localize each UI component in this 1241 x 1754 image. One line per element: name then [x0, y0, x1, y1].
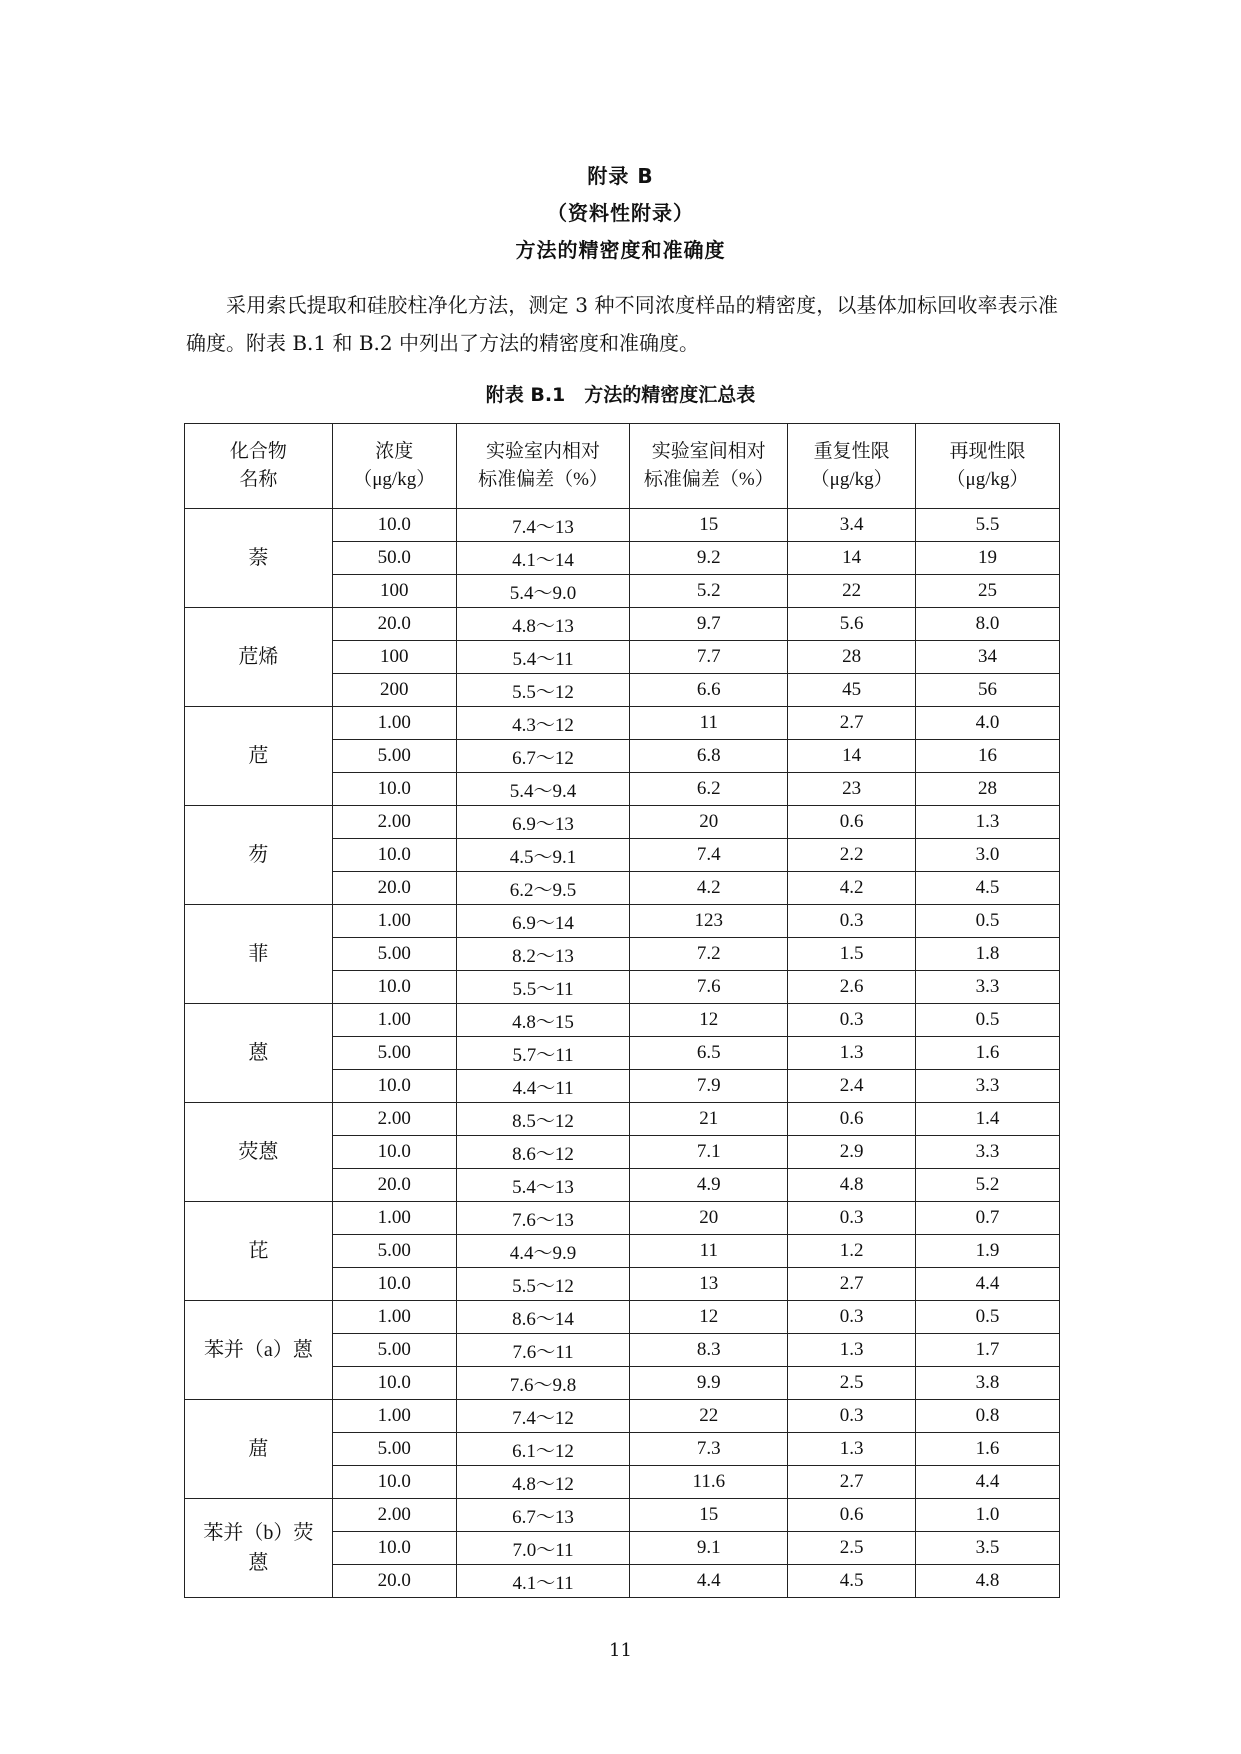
- table-row: [185, 1202, 1060, 1235]
- intra-rsd-cell: 6.7～12: [456, 740, 630, 773]
- repeatability-cell: 0.3: [788, 1400, 916, 1433]
- inter-rsd-cell: 7.3: [630, 1433, 788, 1466]
- concentration-cell: 10.0: [332, 509, 456, 542]
- inter-rsd-cell: 20: [630, 806, 788, 839]
- concentration-cell: 5.00: [332, 1433, 456, 1466]
- inter-rsd-cell: 12: [630, 1301, 788, 1334]
- intra-rsd-cell: 6.9～13: [456, 806, 630, 839]
- reproducibility-cell: 3.3: [916, 1136, 1060, 1169]
- intra-rsd-cell: 5.4～13: [456, 1169, 630, 1202]
- header-intra-lab-rsd: 实验室内相对 标准偏差（%）: [456, 424, 630, 509]
- intra-rsd-cell: 5.4～11: [456, 641, 630, 674]
- intra-rsd-cell: 5.4～9.4: [456, 773, 630, 806]
- compound-name-cell: 萘: [185, 509, 333, 608]
- concentration-cell: 10.0: [332, 1070, 456, 1103]
- repeatability-cell: 0.3: [788, 1301, 916, 1334]
- intra-rsd-cell: 5.5～12: [456, 674, 630, 707]
- repeatability-cell: 0.6: [788, 1499, 916, 1532]
- concentration-cell: 20.0: [332, 608, 456, 641]
- repeatability-cell: 0.3: [788, 905, 916, 938]
- intra-rsd-cell: 4.8～15: [456, 1004, 630, 1037]
- inter-rsd-cell: 9.2: [630, 542, 788, 575]
- intra-rsd-cell: 6.1～12: [456, 1433, 630, 1466]
- concentration-cell: 200: [332, 674, 456, 707]
- compound-name-cell: 苊烯: [185, 608, 333, 707]
- intra-rsd-cell: 7.4～13: [456, 509, 630, 542]
- concentration-cell: 5.00: [332, 938, 456, 971]
- concentration-cell: 10.0: [332, 839, 456, 872]
- intra-rsd-cell: 4.1～11: [456, 1565, 630, 1598]
- table-header-row: [185, 424, 1060, 509]
- inter-rsd-cell: 8.3: [630, 1334, 788, 1367]
- inter-rsd-cell: 6.2: [630, 773, 788, 806]
- concentration-cell: 1.00: [332, 1004, 456, 1037]
- reproducibility-cell: 4.4: [916, 1268, 1060, 1301]
- repeatability-cell: 2.4: [788, 1070, 916, 1103]
- intra-rsd-cell: 4.8～12: [456, 1466, 630, 1499]
- repeatability-cell: 4.5: [788, 1565, 916, 1598]
- reproducibility-cell: 0.5: [916, 905, 1060, 938]
- reproducibility-cell: 5.5: [916, 509, 1060, 542]
- header-concentration: 浓度 （μg/kg）: [332, 424, 456, 509]
- concentration-cell: 10.0: [332, 971, 456, 1004]
- reproducibility-cell: 4.4: [916, 1466, 1060, 1499]
- concentration-cell: 1.00: [332, 905, 456, 938]
- concentration-cell: 10.0: [332, 1466, 456, 1499]
- table-row: [185, 806, 1060, 839]
- table-row: [185, 1301, 1060, 1334]
- inter-rsd-cell: 15: [630, 509, 788, 542]
- inter-rsd-cell: 7.4: [630, 839, 788, 872]
- inter-rsd-cell: 6.6: [630, 674, 788, 707]
- compound-name-cell: 荧蒽: [185, 1103, 333, 1202]
- inter-rsd-cell: 11: [630, 707, 788, 740]
- inter-rsd-cell: 11.6: [630, 1466, 788, 1499]
- inter-rsd-cell: 6.8: [630, 740, 788, 773]
- reproducibility-cell: 4.0: [916, 707, 1060, 740]
- reproducibility-cell: 19: [916, 542, 1060, 575]
- table-row: [185, 509, 1060, 542]
- concentration-cell: 100: [332, 641, 456, 674]
- repeatability-cell: 28: [788, 641, 916, 674]
- table-row: [185, 707, 1060, 740]
- concentration-cell: 100: [332, 575, 456, 608]
- table-row: [185, 905, 1060, 938]
- intra-rsd-cell: 4.4～11: [456, 1070, 630, 1103]
- inter-rsd-cell: 15: [630, 1499, 788, 1532]
- repeatability-cell: 45: [788, 674, 916, 707]
- inter-rsd-cell: 22: [630, 1400, 788, 1433]
- reproducibility-cell: 28: [916, 773, 1060, 806]
- repeatability-cell: 0.3: [788, 1004, 916, 1037]
- precision-table: [184, 423, 1060, 1598]
- concentration-cell: 5.00: [332, 1235, 456, 1268]
- concentration-cell: 1.00: [332, 1202, 456, 1235]
- concentration-cell: 20.0: [332, 1565, 456, 1598]
- repeatability-cell: 1.3: [788, 1433, 916, 1466]
- inter-rsd-cell: 123: [630, 905, 788, 938]
- intra-rsd-cell: 7.6～11: [456, 1334, 630, 1367]
- intra-rsd-cell: 4.8～13: [456, 608, 630, 641]
- concentration-cell: 10.0: [332, 1532, 456, 1565]
- reproducibility-cell: 0.5: [916, 1301, 1060, 1334]
- reproducibility-cell: 1.6: [916, 1037, 1060, 1070]
- appendix-subtitle: （资料性附录）: [547, 201, 694, 225]
- repeatability-cell: 2.5: [788, 1367, 916, 1400]
- repeatability-cell: 0.6: [788, 1103, 916, 1136]
- intra-rsd-cell: 4.1～14: [456, 542, 630, 575]
- inter-rsd-cell: 13: [630, 1268, 788, 1301]
- reproducibility-cell: 0.5: [916, 1004, 1060, 1037]
- intra-rsd-cell: 5.4～9.0: [456, 575, 630, 608]
- reproducibility-cell: 8.0: [916, 608, 1060, 641]
- header-compound-name: 化合物 名称: [185, 424, 333, 509]
- repeatability-cell: 5.6: [788, 608, 916, 641]
- reproducibility-cell: 3.0: [916, 839, 1060, 872]
- repeatability-cell: 1.2: [788, 1235, 916, 1268]
- table-row: [185, 1004, 1060, 1037]
- reproducibility-cell: 4.5: [916, 872, 1060, 905]
- compound-name-cell: 苊: [185, 707, 333, 806]
- compound-name-cell: 菲: [185, 905, 333, 1004]
- repeatability-cell: 22: [788, 575, 916, 608]
- reproducibility-cell: 1.9: [916, 1235, 1060, 1268]
- inter-rsd-cell: 7.9: [630, 1070, 788, 1103]
- header-inter-lab-rsd: 实验室间相对 标准偏差（%）: [630, 424, 788, 509]
- concentration-cell: 2.00: [332, 1103, 456, 1136]
- concentration-cell: 1.00: [332, 1301, 456, 1334]
- repeatability-cell: 2.2: [788, 839, 916, 872]
- reproducibility-cell: 4.8: [916, 1565, 1060, 1598]
- inter-rsd-cell: 5.2: [630, 575, 788, 608]
- concentration-cell: 5.00: [332, 1037, 456, 1070]
- repeatability-cell: 2.9: [788, 1136, 916, 1169]
- page-number: 11: [609, 1640, 632, 1661]
- inter-rsd-cell: 12: [630, 1004, 788, 1037]
- reproducibility-cell: 1.3: [916, 806, 1060, 839]
- concentration-cell: 10.0: [332, 1136, 456, 1169]
- repeatability-cell: 14: [788, 542, 916, 575]
- inter-rsd-cell: 7.1: [630, 1136, 788, 1169]
- intra-rsd-cell: 8.6～14: [456, 1301, 630, 1334]
- concentration-cell: 10.0: [332, 1268, 456, 1301]
- inter-rsd-cell: 9.1: [630, 1532, 788, 1565]
- inter-rsd-cell: 9.9: [630, 1367, 788, 1400]
- concentration-cell: 20.0: [332, 1169, 456, 1202]
- compound-name-cell: 苯并（b）荧 蒽: [185, 1499, 333, 1598]
- table-row: [185, 1499, 1060, 1532]
- concentration-cell: 5.00: [332, 1334, 456, 1367]
- reproducibility-cell: 3.5: [916, 1532, 1060, 1565]
- reproducibility-cell: 0.7: [916, 1202, 1060, 1235]
- intra-rsd-cell: 4.4～9.9: [456, 1235, 630, 1268]
- table-row: [185, 608, 1060, 641]
- appendix-title: 附录 B: [587, 164, 654, 188]
- reproducibility-cell: 3.8: [916, 1367, 1060, 1400]
- compound-name-cell: 芴: [185, 806, 333, 905]
- intra-rsd-cell: 5.7～11: [456, 1037, 630, 1070]
- repeatability-cell: 2.7: [788, 1466, 916, 1499]
- reproducibility-cell: 1.8: [916, 938, 1060, 971]
- intra-rsd-cell: 7.6～13: [456, 1202, 630, 1235]
- repeatability-cell: 1.5: [788, 938, 916, 971]
- intra-rsd-cell: 6.2～9.5: [456, 872, 630, 905]
- table-body: [185, 509, 1060, 1598]
- repeatability-cell: 23: [788, 773, 916, 806]
- header-repeatability-limit: 重复性限 （μg/kg）: [788, 424, 916, 509]
- table-caption: 附表 B.1 方法的精密度汇总表: [485, 384, 756, 406]
- compound-name-cell: 芘: [185, 1202, 333, 1301]
- inter-rsd-cell: 21: [630, 1103, 788, 1136]
- repeatability-cell: 4.8: [788, 1169, 916, 1202]
- reproducibility-cell: 1.6: [916, 1433, 1060, 1466]
- repeatability-cell: 3.4: [788, 509, 916, 542]
- concentration-cell: 2.00: [332, 806, 456, 839]
- intra-rsd-cell: 7.4～12: [456, 1400, 630, 1433]
- intra-rsd-cell: 6.7～13: [456, 1499, 630, 1532]
- repeatability-cell: 2.7: [788, 707, 916, 740]
- inter-rsd-cell: 7.2: [630, 938, 788, 971]
- repeatability-cell: 2.7: [788, 1268, 916, 1301]
- reproducibility-cell: 3.3: [916, 1070, 1060, 1103]
- reproducibility-cell: 3.3: [916, 971, 1060, 1004]
- repeatability-cell: 4.2: [788, 872, 916, 905]
- inter-rsd-cell: 4.4: [630, 1565, 788, 1598]
- intra-rsd-cell: 5.5～11: [456, 971, 630, 1004]
- inter-rsd-cell: 7.6: [630, 971, 788, 1004]
- repeatability-cell: 1.3: [788, 1037, 916, 1070]
- intra-rsd-cell: 7.6～9.8: [456, 1367, 630, 1400]
- intra-rsd-cell: 6.9～14: [456, 905, 630, 938]
- appendix-heading: 方法的精密度和准确度: [515, 238, 726, 262]
- reproducibility-cell: 1.7: [916, 1334, 1060, 1367]
- inter-rsd-cell: 9.7: [630, 608, 788, 641]
- table-row: [185, 1103, 1060, 1136]
- intra-rsd-cell: 8.6～12: [456, 1136, 630, 1169]
- repeatability-cell: 0.6: [788, 806, 916, 839]
- reproducibility-cell: 16: [916, 740, 1060, 773]
- repeatability-cell: 1.3: [788, 1334, 916, 1367]
- repeatability-cell: 14: [788, 740, 916, 773]
- inter-rsd-cell: 4.9: [630, 1169, 788, 1202]
- reproducibility-cell: 56: [916, 674, 1060, 707]
- intra-rsd-cell: 8.5～12: [456, 1103, 630, 1136]
- inter-rsd-cell: 7.7: [630, 641, 788, 674]
- inter-rsd-cell: 6.5: [630, 1037, 788, 1070]
- header-reproducibility-limit: 再现性限 （μg/kg）: [916, 424, 1060, 509]
- concentration-cell: 1.00: [332, 1400, 456, 1433]
- reproducibility-cell: 34: [916, 641, 1060, 674]
- concentration-cell: 10.0: [332, 1367, 456, 1400]
- repeatability-cell: 2.5: [788, 1532, 916, 1565]
- concentration-cell: 20.0: [332, 872, 456, 905]
- repeatability-cell: 2.6: [788, 971, 916, 1004]
- inter-rsd-cell: 4.2: [630, 872, 788, 905]
- intra-rsd-cell: 4.3～12: [456, 707, 630, 740]
- concentration-cell: 1.00: [332, 707, 456, 740]
- reproducibility-cell: 25: [916, 575, 1060, 608]
- table-row: [185, 1400, 1060, 1433]
- concentration-cell: 50.0: [332, 542, 456, 575]
- compound-name-cell: 苯并（a）蒽: [185, 1301, 333, 1400]
- concentration-cell: 5.00: [332, 740, 456, 773]
- reproducibility-cell: 0.8: [916, 1400, 1060, 1433]
- intra-rsd-cell: 8.2～13: [456, 938, 630, 971]
- reproducibility-cell: 1.4: [916, 1103, 1060, 1136]
- intra-rsd-cell: 7.0～11: [456, 1532, 630, 1565]
- concentration-cell: 2.00: [332, 1499, 456, 1532]
- concentration-cell: 10.0: [332, 773, 456, 806]
- repeatability-cell: 0.3: [788, 1202, 916, 1235]
- reproducibility-cell: 1.0: [916, 1499, 1060, 1532]
- compound-name-cell: 䓛: [185, 1400, 333, 1499]
- inter-rsd-cell: 11: [630, 1235, 788, 1268]
- reproducibility-cell: 5.2: [916, 1169, 1060, 1202]
- intra-rsd-cell: 5.5～12: [456, 1268, 630, 1301]
- inter-rsd-cell: 20: [630, 1202, 788, 1235]
- intro-paragraph: 采用索氏提取和硅胶柱净化方法，测定 3 种不同浓度样品的精密度，以基体加标回收率表示准确度。附表 B.1 和 B.2 中列出了方法的精密度和准确度。: [186, 293, 1058, 355]
- intra-rsd-cell: 4.5～9.1: [456, 839, 630, 872]
- compound-name-cell: 蒽: [185, 1004, 333, 1103]
